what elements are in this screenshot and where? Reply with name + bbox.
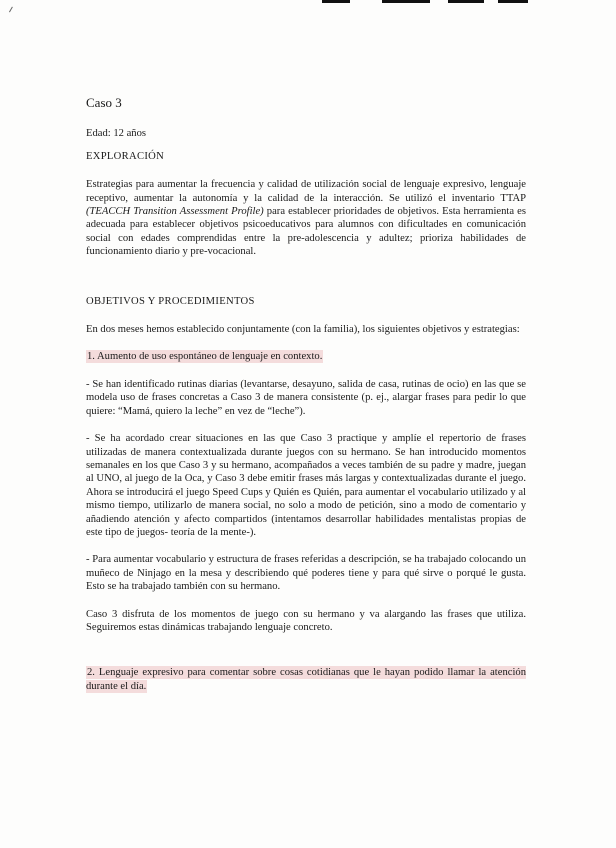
objectives-intro: En dos meses hemos establecido conjuntamente (con la familia), los siguientes objetivos y estrategias:: [86, 324, 520, 336]
paragraph-vocabulary: - Para aumentar vocabulario y estructura de frases referidas a descripción, se ha trabajado colocando un muñeco de Ninjago en la mesa y describiendo qué poderes tiene y para qué sirve o porqué le gusta. Esto se ha trabajado también con su hermano.: [86, 554, 526, 593]
case-title: Caso 3: [86, 95, 122, 110]
paragraph-summary: Caso 3 disfruta de los momentos de juego con su hermano y va alargando las frases que utiliza. Seguiremos estas dinámicas trabajando lenguaje concreto.: [86, 608, 526, 633]
goal-1-highlight: 1. Aumento de uso espontáneo de lenguaje en contexto.: [87, 351, 323, 363]
scan-artifact: [498, 0, 528, 3]
scan-artifact: [322, 0, 350, 3]
document-body: [86, 96, 526, 693]
objectives-heading: OBJETIVOS Y PROCEDIMIENTOS: [86, 295, 255, 307]
goal-2: [86, 666, 526, 693]
exploration-text: Estrategias para aumentar la frecuencia y calidad de utilización social de lenguaje expresivo, lenguaje receptivo, aumentar la autonomía y la calidad de la interacción. Se utilizó el inventario TTAP (TEACCH Transition Assessment Profile) para establecer prioridades de objetivos. Esta herramienta es adecuada para establecer objetivos psicoeducativos para alumnos con dificultades en comunicación social con edades comprendidas entre la pre-adolescencia y adultez; prioriza habilidades de funcionamiento diario y pre-vocacional.: [86, 179, 526, 258]
goal-1: [86, 350, 526, 363]
scan-artifact: [382, 0, 430, 3]
scan-artifact: [448, 0, 484, 3]
paragraph-games: - Se ha acordado crear situaciones en las que Caso 3 practique y amplíe el repertorio de frases utilizadas de manera contextualizada durante juegos con su hermano. Se han introducido momentos semanales en los que Caso 3 y su hermano, acompañados a veces también de su padre y madre, juegan al UNO, al juego de la Oca, y Caso 3 debe emitir frases más largas y contextualizadas durante el juego. Ahora se introducirá el juego Speed Cups y Quién es Quién, para aumentar el vocabulario utilizado y al mismo tiempo, utilizarlo de manera social, no solo a modo de petición, sino a modo de comentario y añadiendo atención y afecto compartidos (intentamos desarrollar habilidades mentalistas propias de este tipo de juegos- teoría de la mente-).: [86, 433, 526, 538]
paragraph-routines: - Se han identificado rutinas diarias (levantarse, desayuno, salida de casa, rutinas de ocio) en las que se modela uso de frases concretas a Caso 3 de manera consistente (p. ej., alargar frases para pedir lo que quiere: “Mamá, quiero la leche” en vez de “leche”).: [86, 378, 526, 417]
exploration-heading: EXPLORACIÓN: [86, 150, 165, 162]
age-line: Edad: 12 años: [86, 128, 147, 140]
goal-2-highlight: 2. Lenguaje expresivo para comentar sobre cosas cotidianas que le hayan podido llamar la atención durante el día.: [86, 667, 526, 692]
scan-mark-corner: [9, 7, 18, 16]
